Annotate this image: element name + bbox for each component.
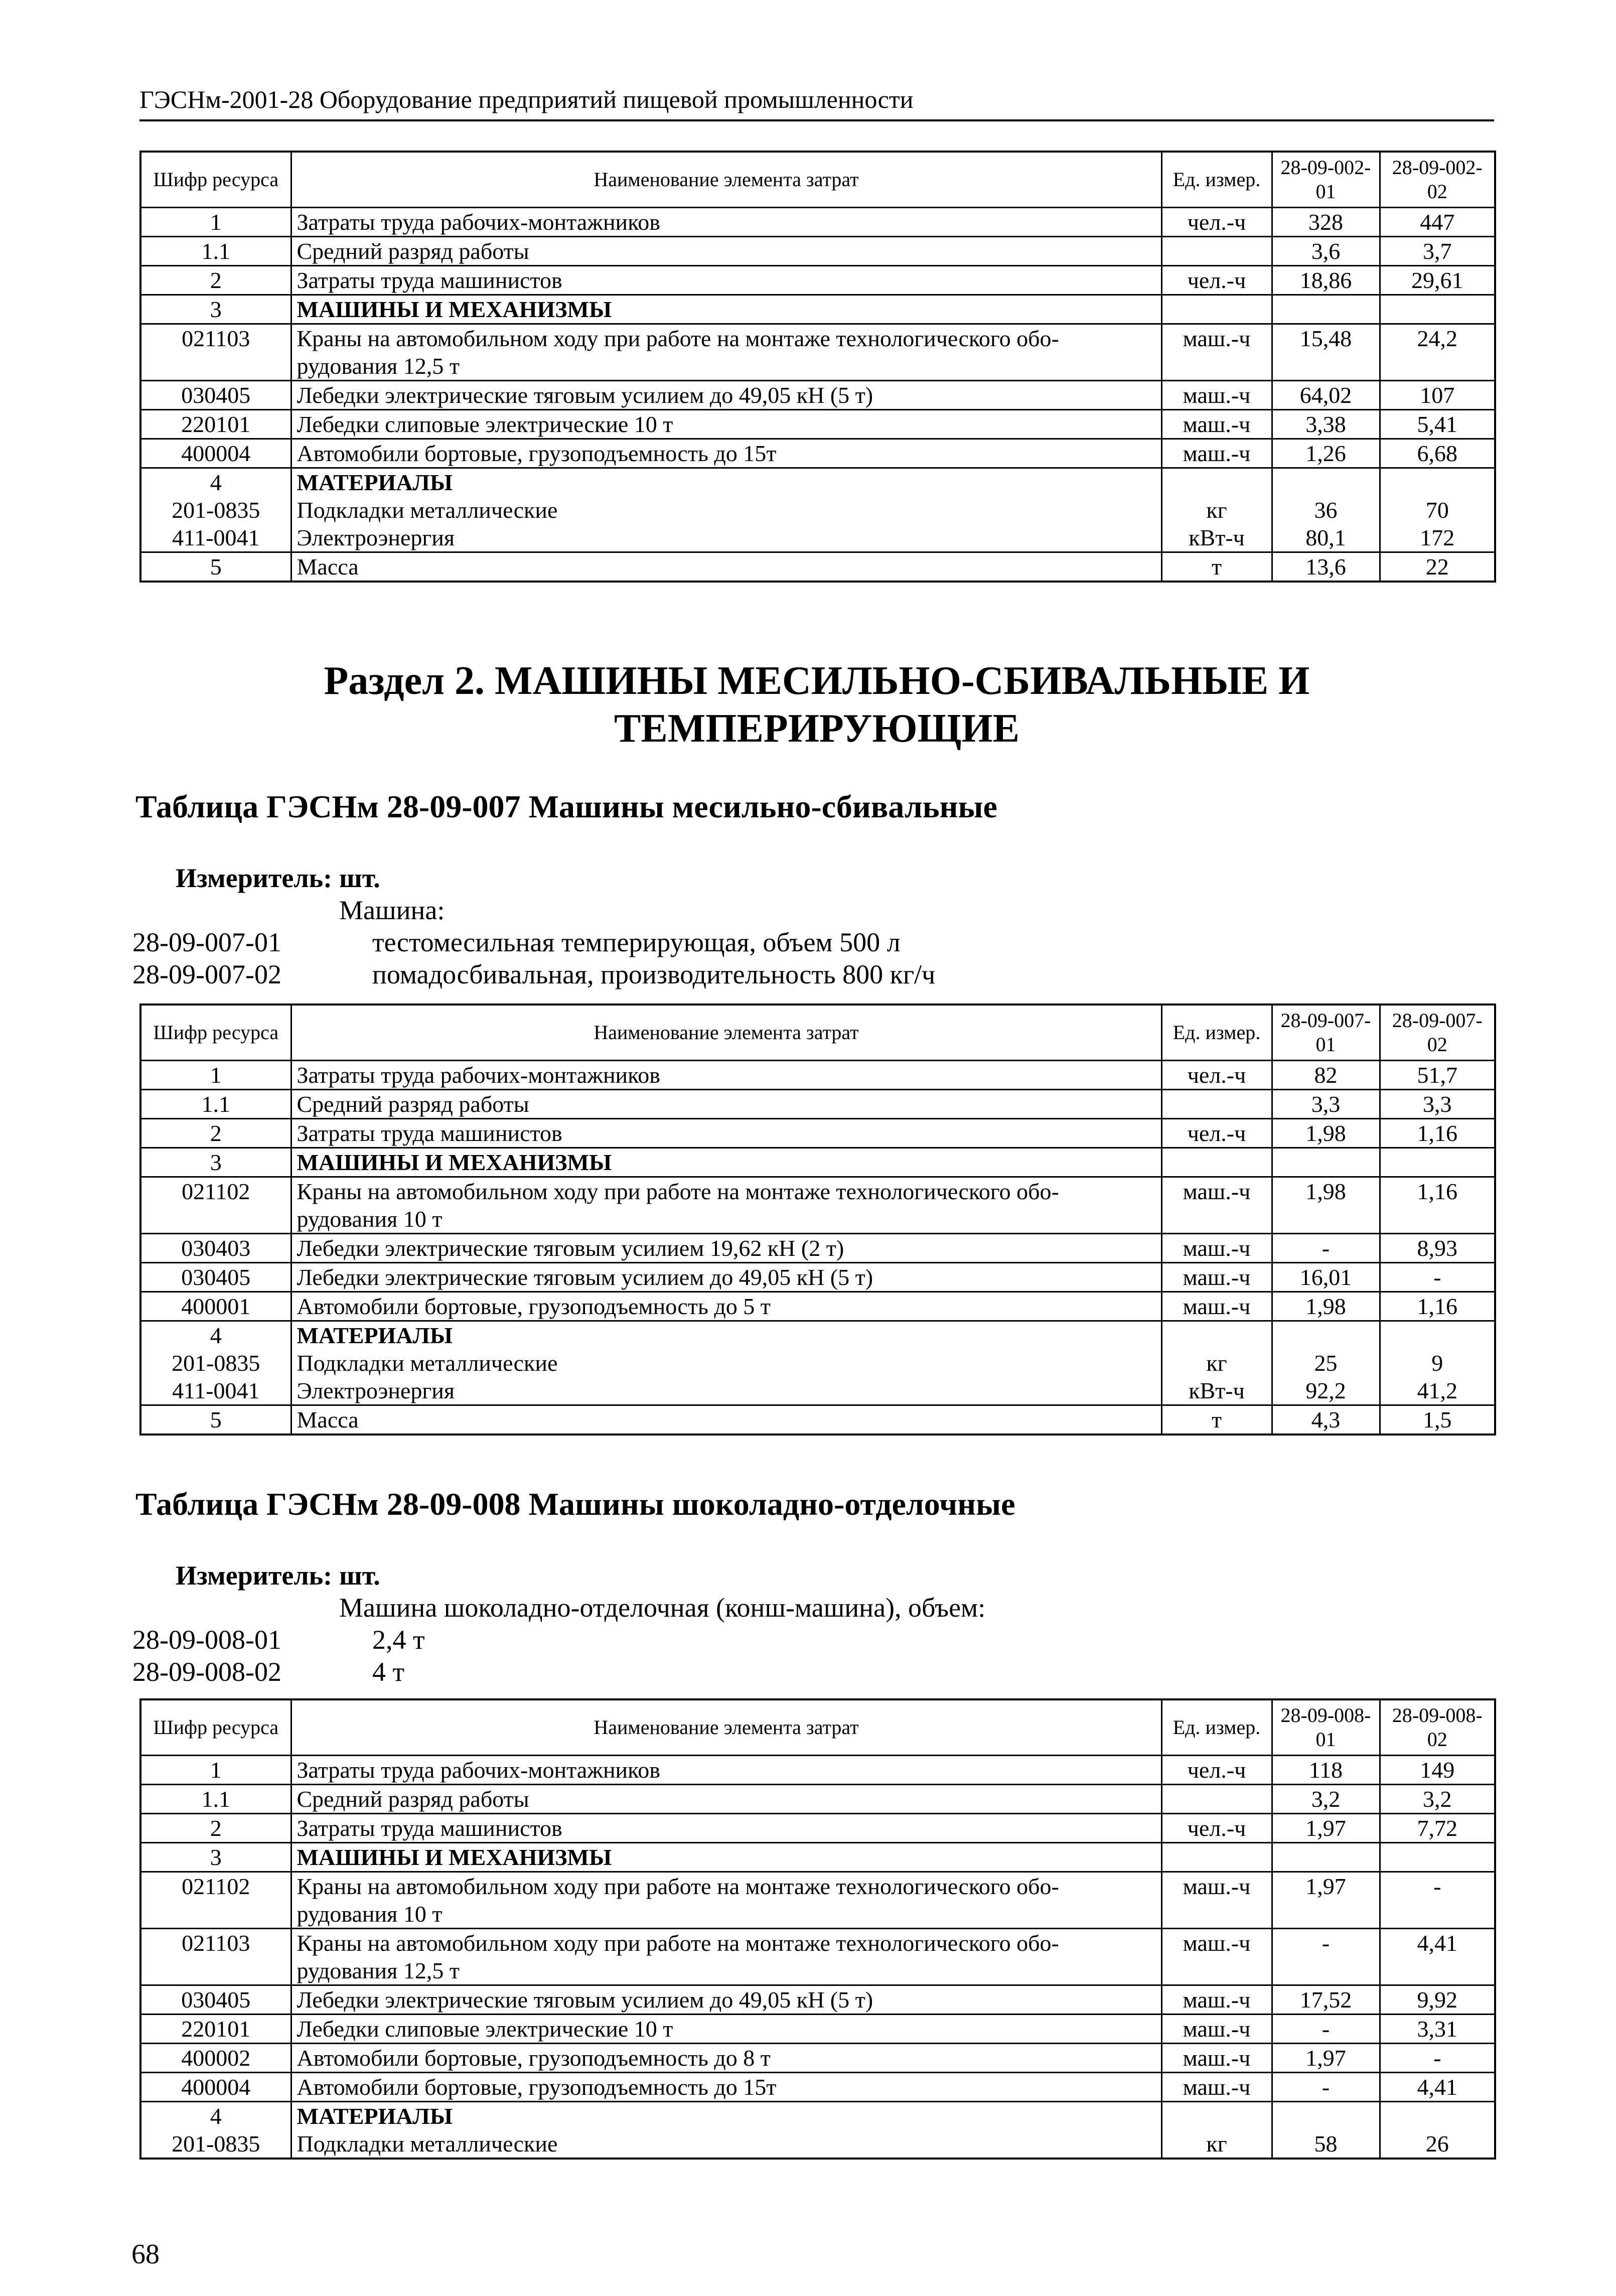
- table-row: [140, 1377, 1495, 1405]
- column-header-v2: 28-09-008-02: [1380, 1699, 1495, 1756]
- column-header-name: Наименование элемента затрат: [291, 152, 1161, 208]
- cell-code: 201-0835: [140, 1349, 291, 1377]
- table-row: [140, 1405, 1495, 1435]
- cell-value-2: [1380, 1321, 1495, 1350]
- cell-name: Краны на автомобильном ходу при работе на монтаже технологического обо-рудования 10 т: [291, 1177, 1161, 1234]
- cell-unit: чел.-ч: [1161, 266, 1272, 295]
- column-header-v2: 28-09-002-02: [1380, 152, 1495, 208]
- cell-name: Краны на автомобильном ходу при работе на монтаже технологического обо-рудования 10 т: [291, 1872, 1161, 1929]
- cell-unit: чел.-ч: [1161, 1061, 1272, 1090]
- cell-value-2: [1380, 468, 1495, 497]
- section-title: [139, 657, 1494, 753]
- cell-unit: маш.-ч: [1161, 1872, 1272, 1929]
- cell-unit: [1161, 1148, 1272, 1177]
- table-row: [140, 295, 1495, 324]
- table-007-item-text: тестомесильная темперирующая, объем 500 л: [372, 927, 901, 957]
- cell-name: Электроэнергия: [291, 1377, 1161, 1405]
- cell-name: Затраты труда рабочих-монтажников: [291, 208, 1161, 237]
- cell-name: Лебедки электрические тяговым усилием до 49,05 кН (5 т): [291, 381, 1161, 410]
- cell-value-1: 92,2: [1272, 1377, 1380, 1405]
- page-number: 68: [131, 2239, 160, 2270]
- cell-code: 3: [140, 1148, 291, 1177]
- column-header-unit: Ед. измер.: [1161, 1004, 1272, 1061]
- header-divider: [139, 119, 1494, 121]
- cell-name: Подкладки металлические: [291, 2130, 1161, 2159]
- cell-value-2: 3,2: [1380, 1785, 1495, 1814]
- cell-name: МАТЕРИАЛЫ: [291, 1321, 1161, 1350]
- cell-value-1: 36: [1272, 496, 1380, 524]
- cell-name: Лебедки электрические тяговым усилием 19,62 кН (2 т): [291, 1234, 1161, 1263]
- table-007-intro: Машина:: [339, 895, 445, 925]
- table-row: [140, 1119, 1495, 1148]
- cell-value-1: 3,3: [1272, 1090, 1380, 1119]
- table-007-item-code: 28-09-007-01: [132, 927, 281, 957]
- column-header-v1: 28-09-002-01: [1272, 152, 1380, 208]
- cell-value-2: 3,3: [1380, 1090, 1495, 1119]
- table-008-meter: [176, 1559, 380, 1592]
- column-header-code: Шифр ресурса: [140, 1004, 291, 1061]
- cell-unit: [1161, 1785, 1272, 1814]
- table-row: [140, 496, 1495, 524]
- cell-name: Масса: [291, 1405, 1161, 1435]
- cell-code: 4: [140, 468, 291, 497]
- cell-value-2: 172: [1380, 524, 1495, 552]
- cell-unit: маш.-ч: [1161, 1929, 1272, 1985]
- cell-value-2: -: [1380, 2044, 1495, 2073]
- cell-code: 1.1: [140, 1090, 291, 1119]
- cell-name: Затраты труда рабочих-монтажников: [291, 1061, 1161, 1090]
- cell-value-2: 3,7: [1380, 237, 1495, 266]
- cell-name: Электроэнергия: [291, 524, 1161, 552]
- cell-value-2: [1380, 295, 1495, 324]
- cell-unit: [1161, 1321, 1272, 1350]
- cell-name: Автомобили бортовые, грузоподъемность до 5 т: [291, 1292, 1161, 1321]
- cell-unit: кВт-ч: [1161, 524, 1272, 552]
- cell-unit: кг: [1161, 496, 1272, 524]
- cell-value-2: 4,41: [1380, 2073, 1495, 2102]
- column-header-v1: 28-09-008-01: [1272, 1699, 1380, 1756]
- meter-value: шт.: [339, 1560, 380, 1591]
- cell-value-1: [1272, 1321, 1380, 1350]
- table-row: [140, 1061, 1495, 1090]
- cell-name: Средний разряд работы: [291, 1785, 1161, 1814]
- cell-value-1: [1272, 1148, 1380, 1177]
- cell-code: 4: [140, 1321, 291, 1350]
- cell-value-1: 1,97: [1272, 2044, 1380, 2073]
- table-row: [140, 324, 1495, 381]
- cell-code: 400004: [140, 2073, 291, 2102]
- cell-value-2: 29,61: [1380, 266, 1495, 295]
- cell-value-2: [1380, 1843, 1495, 1872]
- section-title-line-2: ТЕМПЕРИРУЮЩИЕ: [614, 706, 1019, 751]
- cell-name: Лебедки электрические тяговым усилием до 49,05 кН (5 т): [291, 1985, 1161, 2015]
- table-row: [140, 2130, 1495, 2159]
- cell-value-1: 3,6: [1272, 237, 1380, 266]
- cell-unit: чел.-ч: [1161, 208, 1272, 237]
- cell-value-1: [1272, 1843, 1380, 1872]
- cell-value-2: 149: [1380, 1756, 1495, 1785]
- table-row: [140, 1321, 1495, 1350]
- cell-value-2: 1,16: [1380, 1119, 1495, 1148]
- running-header: ГЭСНм-2001-28 Оборудование предприятий пищевой промышленности: [139, 85, 914, 113]
- cell-value-1: [1272, 295, 1380, 324]
- column-header-v1: 28-09-007-01: [1272, 1004, 1380, 1061]
- cell-name: Масса: [291, 552, 1161, 582]
- column-header-unit: Ед. измер.: [1161, 152, 1272, 208]
- table-row: [140, 1090, 1495, 1119]
- cell-name: Средний разряд работы: [291, 1090, 1161, 1119]
- table-row: [140, 1985, 1495, 2015]
- cell-unit: [1161, 1843, 1272, 1872]
- cell-value-2: 8,93: [1380, 1234, 1495, 1263]
- cell-value-1: -: [1272, 2015, 1380, 2044]
- cell-unit: кВт-ч: [1161, 1377, 1272, 1405]
- cell-code: 411-0041: [140, 524, 291, 552]
- meter-label: Измеритель:: [176, 863, 333, 893]
- cell-name: Автомобили бортовые, грузоподъемность до 15т: [291, 439, 1161, 468]
- meter-label: Измеритель:: [176, 1560, 333, 1591]
- column-header-name: Наименование элемента затрат: [291, 1699, 1161, 1756]
- cell-name: МАШИНЫ И МЕХАНИЗМЫ: [291, 1148, 1161, 1177]
- cell-unit: маш.-ч: [1161, 2044, 1272, 2073]
- cell-value-1: [1272, 468, 1380, 497]
- table-row: [140, 410, 1495, 439]
- cell-name: Затраты труда машинистов: [291, 1814, 1161, 1843]
- cell-name: Затраты труда машинистов: [291, 1119, 1161, 1148]
- cell-value-2: 3,31: [1380, 2015, 1495, 2044]
- table-row: [140, 2015, 1495, 2044]
- cell-unit: маш.-ч: [1161, 2073, 1272, 2102]
- cell-name: Лебедки слиповые электрические 10 т: [291, 410, 1161, 439]
- table-header-row: [140, 1004, 1495, 1061]
- column-header-name: Наименование элемента затрат: [291, 1004, 1161, 1061]
- cell-code: 5: [140, 552, 291, 582]
- cell-unit: маш.-ч: [1161, 2015, 1272, 2044]
- cell-code: 3: [140, 1843, 291, 1872]
- table-row: [140, 381, 1495, 410]
- cell-code: 201-0835: [140, 2130, 291, 2159]
- cell-code: 2: [140, 1814, 291, 1843]
- cell-code: 411-0041: [140, 1377, 291, 1405]
- cell-name: Краны на автомобильном ходу при работе на монтаже технологического обо-рудования 12,5 т: [291, 324, 1161, 381]
- cell-name: МАТЕРИАЛЫ: [291, 468, 1161, 497]
- cell-value-1: 118: [1272, 1756, 1380, 1785]
- column-header-unit: Ед. измер.: [1161, 1699, 1272, 1756]
- cell-code: 220101: [140, 2015, 291, 2044]
- cell-code: 021103: [140, 1929, 291, 1985]
- cell-unit: чел.-ч: [1161, 1119, 1272, 1148]
- cell-unit: [1161, 2102, 1272, 2130]
- cell-value-1: 1,98: [1272, 1292, 1380, 1321]
- cell-value-1: 328: [1272, 208, 1380, 237]
- cell-value-1: 16,01: [1272, 1263, 1380, 1292]
- cell-value-2: [1380, 2102, 1495, 2130]
- cell-name: МАШИНЫ И МЕХАНИЗМЫ: [291, 1843, 1161, 1872]
- cell-value-1: 82: [1272, 1061, 1380, 1090]
- table-row: [140, 1263, 1495, 1292]
- table-row: [140, 237, 1495, 266]
- table-007-item-text: помадосбивальная, производительность 800 кг/ч: [372, 959, 936, 989]
- cell-value-1: 18,86: [1272, 266, 1380, 295]
- table-row: [140, 266, 1495, 295]
- cell-value-2: 447: [1380, 208, 1495, 237]
- cell-value-1: 80,1: [1272, 524, 1380, 552]
- table-007-title: Таблица ГЭСНм 28-09-007 Машины месильно-сбивальные: [135, 789, 997, 824]
- cell-value-2: 7,72: [1380, 1814, 1495, 1843]
- cell-code: 030405: [140, 1985, 291, 2015]
- cell-unit: маш.-ч: [1161, 381, 1272, 410]
- cell-name: Затраты труда машинистов: [291, 266, 1161, 295]
- cell-code: 1: [140, 1756, 291, 1785]
- table-row: [140, 1148, 1495, 1177]
- cell-unit: маш.-ч: [1161, 1234, 1272, 1263]
- cell-value-1: 4,3: [1272, 1405, 1380, 1435]
- table-008-title: Таблица ГЭСНм 28-09-008 Машины шоколадно-отделочные: [135, 1486, 1015, 1522]
- table-row: [140, 524, 1495, 552]
- cell-value-2: 9: [1380, 1349, 1495, 1377]
- cell-code: 1: [140, 208, 291, 237]
- cell-name: Краны на автомобильном ходу при работе на монтаже технологического обо-рудования 12,5 т: [291, 1929, 1161, 1985]
- cell-unit: т: [1161, 1405, 1272, 1435]
- cell-value-1: 3,2: [1272, 1785, 1380, 1814]
- cell-value-1: 17,52: [1272, 1985, 1380, 2015]
- table-008-item-text: 2,4 т: [372, 1625, 425, 1655]
- cell-code: 2: [140, 1119, 291, 1148]
- cell-unit: маш.-ч: [1161, 324, 1272, 381]
- cell-value-2: 41,2: [1380, 1377, 1495, 1405]
- cell-value-2: -: [1380, 1263, 1495, 1292]
- cell-unit: маш.-ч: [1161, 1292, 1272, 1321]
- cell-value-1: 25: [1272, 1349, 1380, 1377]
- table-row: [140, 1843, 1495, 1872]
- table-row: [140, 2102, 1495, 2130]
- section-title-line-1: Раздел 2. МАШИНЫ МЕСИЛЬНО-СБИВАЛЬНЫЕ И: [324, 659, 1310, 703]
- cell-code: 030405: [140, 1263, 291, 1292]
- cell-name: Затраты труда рабочих-монтажников: [291, 1756, 1161, 1785]
- cell-name: Лебедки слиповые электрические 10 т: [291, 2015, 1161, 2044]
- cell-code: 021103: [140, 324, 291, 381]
- cell-code: 1.1: [140, 237, 291, 266]
- cell-value-1: 3,38: [1272, 410, 1380, 439]
- cell-value-1: 58: [1272, 2130, 1380, 2159]
- table-row: [140, 1292, 1495, 1321]
- cell-value-1: [1272, 2102, 1380, 2130]
- cell-value-2: [1380, 1148, 1495, 1177]
- cell-value-2: 26: [1380, 2130, 1495, 2159]
- cell-value-2: 22: [1380, 552, 1495, 582]
- cell-unit: маш.-ч: [1161, 1985, 1272, 2015]
- cell-unit: чел.-ч: [1161, 1814, 1272, 1843]
- cell-unit: [1161, 237, 1272, 266]
- table-header-row: [140, 152, 1495, 208]
- cell-value-1: -: [1272, 1929, 1380, 1985]
- table-row: [140, 1349, 1495, 1377]
- table-row: [140, 1177, 1495, 1234]
- cell-code: 1: [140, 1061, 291, 1090]
- cell-unit: т: [1161, 552, 1272, 582]
- cell-code: 400004: [140, 439, 291, 468]
- table-007-meter: [176, 862, 380, 894]
- table-row: [140, 2044, 1495, 2073]
- cell-value-1: 1,98: [1272, 1119, 1380, 1148]
- cell-value-2: 51,7: [1380, 1061, 1495, 1090]
- cell-name: Подкладки металлические: [291, 1349, 1161, 1377]
- cell-name: Средний разряд работы: [291, 237, 1161, 266]
- cell-code: 400001: [140, 1292, 291, 1321]
- cell-unit: маш.-ч: [1161, 410, 1272, 439]
- norm-table-008: [139, 1698, 1496, 2160]
- cell-value-2: 24,2: [1380, 324, 1495, 381]
- norm-table-002: [139, 151, 1496, 583]
- cell-name: МАШИНЫ И МЕХАНИЗМЫ: [291, 295, 1161, 324]
- cell-value-1: -: [1272, 1234, 1380, 1263]
- cell-value-1: 1,98: [1272, 1177, 1380, 1234]
- table-row: [140, 1929, 1495, 1985]
- table-row: [140, 1234, 1495, 1263]
- cell-code: 400002: [140, 2044, 291, 2073]
- cell-unit: кг: [1161, 2130, 1272, 2159]
- cell-code: 5: [140, 1405, 291, 1435]
- cell-code: 1.1: [140, 1785, 291, 1814]
- cell-name: МАТЕРИАЛЫ: [291, 2102, 1161, 2130]
- cell-code: 030405: [140, 381, 291, 410]
- cell-code: 021102: [140, 1872, 291, 1929]
- table-row: [140, 1872, 1495, 1929]
- cell-value-1: -: [1272, 2073, 1380, 2102]
- cell-unit: [1161, 1090, 1272, 1119]
- cell-value-2: 9,92: [1380, 1985, 1495, 2015]
- table-row: [140, 439, 1495, 468]
- cell-value-2: 5,41: [1380, 410, 1495, 439]
- cell-name: Лебедки электрические тяговым усилием до 49,05 кН (5 т): [291, 1263, 1161, 1292]
- cell-code: 3: [140, 295, 291, 324]
- table-row: [140, 2073, 1495, 2102]
- cell-value-1: 1,97: [1272, 1872, 1380, 1929]
- table-row: [140, 208, 1495, 237]
- table-row: [140, 1785, 1495, 1814]
- meter-value: шт.: [339, 863, 380, 893]
- table-008-item-code: 28-09-008-02: [132, 1657, 281, 1687]
- table-008-item-code: 28-09-008-01: [132, 1625, 281, 1655]
- column-header-code: Шифр ресурса: [140, 152, 291, 208]
- cell-name: Автомобили бортовые, грузоподъемность до 15т: [291, 2073, 1161, 2102]
- table-008-item-text: 4 т: [372, 1657, 405, 1687]
- cell-value-2: 4,41: [1380, 1929, 1495, 1985]
- cell-value-1: 1,26: [1272, 439, 1380, 468]
- table-header-row: [140, 1699, 1495, 1756]
- cell-value-2: -: [1380, 1872, 1495, 1929]
- table-row: [140, 552, 1495, 582]
- cell-unit: маш.-ч: [1161, 1177, 1272, 1234]
- cell-value-1: 15,48: [1272, 324, 1380, 381]
- cell-value-2: 70: [1380, 496, 1495, 524]
- cell-value-2: 1,16: [1380, 1292, 1495, 1321]
- cell-unit: маш.-ч: [1161, 439, 1272, 468]
- table-007-item-code: 28-09-007-02: [132, 959, 281, 989]
- cell-value-2: 1,5: [1380, 1405, 1495, 1435]
- table-row: [140, 1814, 1495, 1843]
- cell-name: Подкладки металлические: [291, 496, 1161, 524]
- cell-code: 220101: [140, 410, 291, 439]
- cell-unit: [1161, 295, 1272, 324]
- table-row: [140, 468, 1495, 497]
- table-row: [140, 1756, 1495, 1785]
- cell-code: 201-0835: [140, 496, 291, 524]
- table-008-intro: Машина шоколадно-отделочная (конш-машина), объем:: [339, 1593, 986, 1623]
- cell-value-2: 1,16: [1380, 1177, 1495, 1234]
- cell-value-2: 107: [1380, 381, 1495, 410]
- cell-value-1: 64,02: [1272, 381, 1380, 410]
- cell-code: 021102: [140, 1177, 291, 1234]
- column-header-v2: 28-09-007-02: [1380, 1004, 1495, 1061]
- cell-unit: чел.-ч: [1161, 1756, 1272, 1785]
- norm-table-007: [139, 1003, 1496, 1436]
- cell-unit: [1161, 468, 1272, 497]
- cell-unit: кг: [1161, 1349, 1272, 1377]
- cell-value-1: 1,97: [1272, 1814, 1380, 1843]
- cell-value-1: 13,6: [1272, 552, 1380, 582]
- cell-value-2: 6,68: [1380, 439, 1495, 468]
- column-header-code: Шифр ресурса: [140, 1699, 291, 1756]
- cell-unit: маш.-ч: [1161, 1263, 1272, 1292]
- cell-code: 2: [140, 266, 291, 295]
- cell-code: 030403: [140, 1234, 291, 1263]
- cell-name: Автомобили бортовые, грузоподъемность до 8 т: [291, 2044, 1161, 2073]
- cell-code: 4: [140, 2102, 291, 2130]
